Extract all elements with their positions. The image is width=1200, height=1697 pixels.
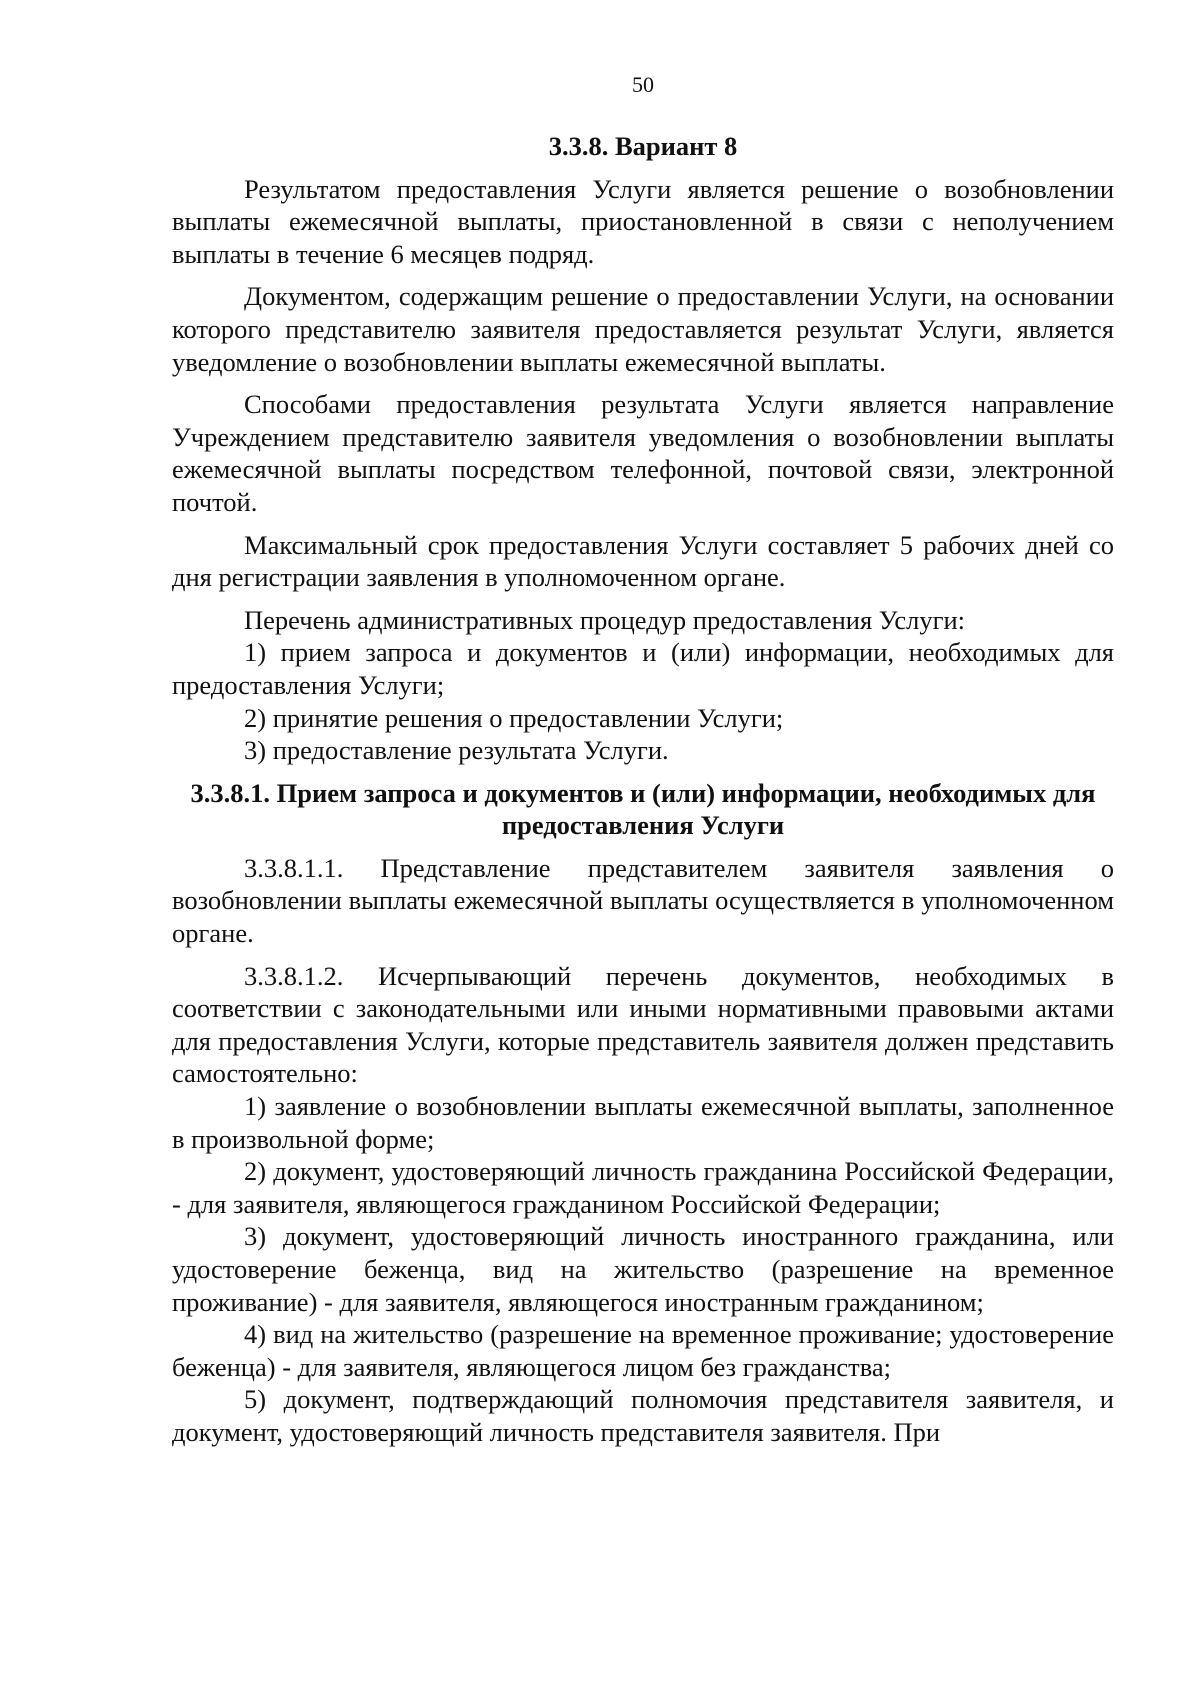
document-item: 1) заявление о возобновлении выплаты ежемесячной выплаты, заполненное в произвольной форме; <box>172 1091 1114 1154</box>
document-item: 3) документ, удостоверяющий личность иностранного гражданина, или удостоверение беженца, вид на жительство (разрешение на временное проживание) - для заявителя, являющегося иностранным гражданином; <box>172 1221 1114 1317</box>
document-item: 4) вид на жительство (разрешение на временное проживание; удостоверение беженца) - для заявителя, являющегося лицом без гражданства; <box>172 1319 1114 1382</box>
paragraph-documents-list-intro: 3.3.8.1.2. Исчерпывающий перечень документов, необходимых в соответствии с законодательными или иными нормативными правовыми актами для предоставления Услуги, которые представитель заявителя должен представить самостоятельно: <box>172 960 1114 1089</box>
page-number: 50 <box>632 72 654 97</box>
paragraph-max-term: Максимальный срок предоставления Услуги составляет 5 рабочих дней со дня регистрации заявления в уполномоченном органе. <box>172 529 1114 593</box>
section-title: 3.3.8. Вариант 8 <box>548 131 738 161</box>
paragraph-result: Результатом предоставления Услуги является решение о возобновлении выплаты ежемесячной выплаты, приостановленной в связи с неполучением выплаты в течение 6 месяцев подряд. <box>172 173 1114 269</box>
procedure-item: 1) прием запроса и документов и (или) информации, необходимых для предоставления Услуги; <box>172 637 1114 700</box>
procedures-intro: Перечень административных процедур предоставления Услуги: <box>244 604 966 635</box>
paragraph-decision-document: Документом, содержащим решение о предоставлении Услуги, на основании которого представителю заявителя предоставляется результат Услуги, является уведомление о возобновлении выплаты ежемесячной выплаты. <box>172 281 1114 377</box>
document-body <box>172 130 1114 1449</box>
subsection-title: 3.3.8.1. Прием запроса и документов и (или) информации, необходимых для предоставления Услуги <box>190 777 1096 841</box>
document-item: 5) документ, подтверждающий полномочия представителя заявителя, и документ, удостоверяющий личность представителя заявителя. При <box>172 1384 1114 1447</box>
document-item: 2) документ, удостоверяющий личность гражданина Российской Федерации, - для заявителя, являющегося гражданином Российской Федерации; <box>172 1156 1114 1219</box>
paragraph-submission: 3.3.8.1.1. Представление представителем заявителя заявления о возобновлении выплаты ежемесячной выплаты осуществляется в уполномоченном органе. <box>172 852 1114 949</box>
paragraph-delivery-methods: Способами предоставления результата Услуги является направление Учреждением представителю заявителя уведомления о возобновлении выплаты ежемесячной выплаты посредством телефонной, почтовой связи, электронной почтой. <box>172 389 1114 517</box>
procedure-item: 2) принятие решения о предоставлении Услуги; <box>244 702 784 733</box>
procedure-item: 3) предоставление результата Услуги. <box>244 735 669 766</box>
